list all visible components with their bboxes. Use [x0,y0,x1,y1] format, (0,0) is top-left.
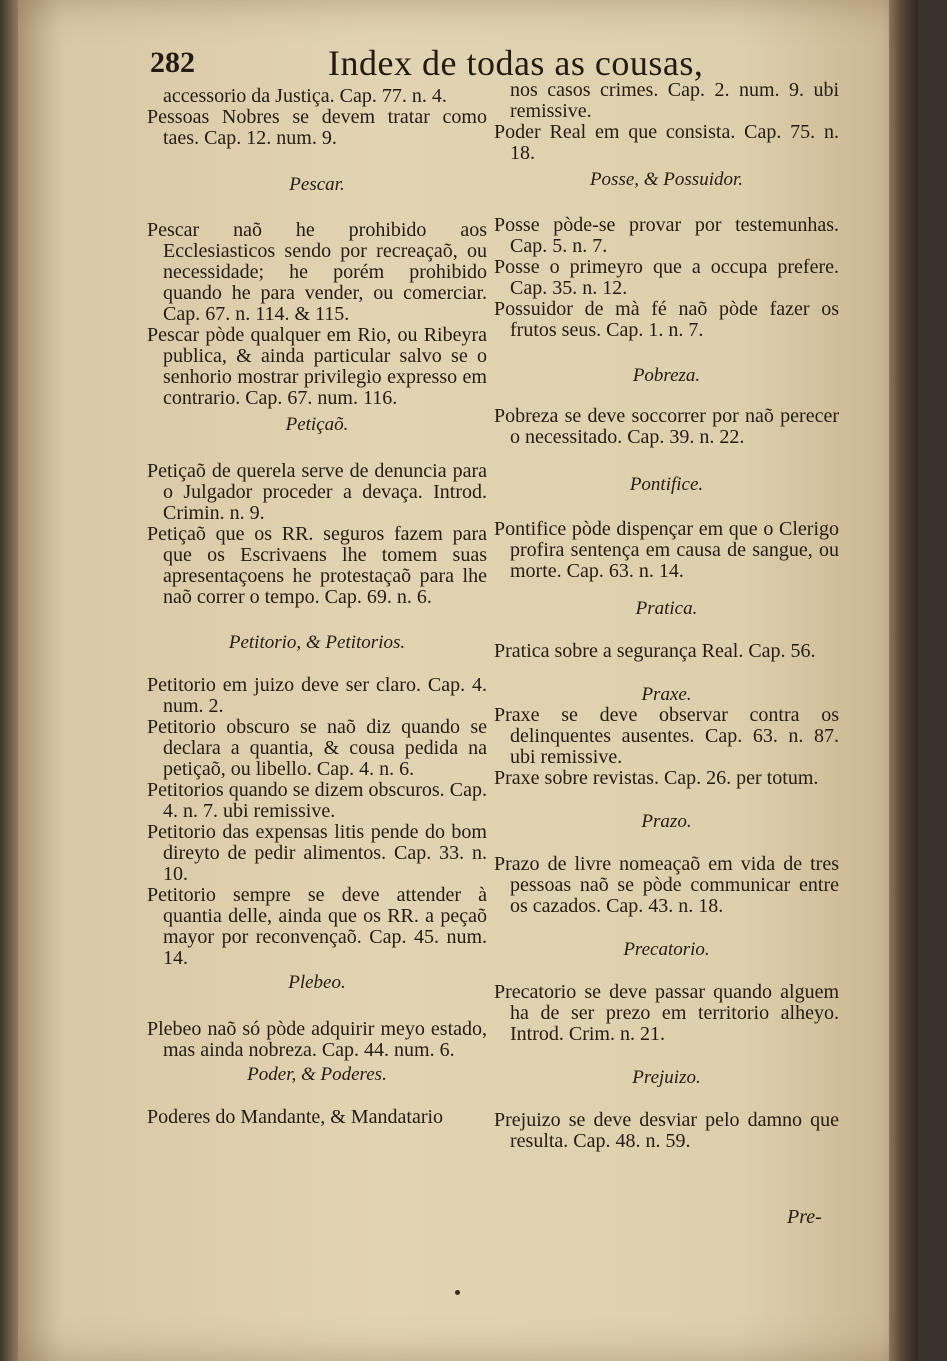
index-entry: Prejuizo se deve desviar pelo damno que resulta. Cap. 48. n. 59. [494,1109,839,1152]
index-entry: Prazo de livre nomeaçaõ em vida de tres pessoas naõ se pòde communicar entre os cazados. Cap. 43. n. 18. [494,853,839,917]
index-entry: Praxe sobre revistas. Cap. 26. per totum. [494,767,819,789]
index-entry: Petitorios quando se dizem obscuros. Cap. 4. n. 7. ubi remissive. [147,779,487,822]
left-column [147,86,487,1128]
index-entry: Pontifice pòde dispençar em que o Clerigo profira sentença em causa de sangue, ou morte. Cap. 63. n. 14. [494,518,839,582]
index-entry: Poderes do Mandante, & Mandatario [147,1106,444,1128]
page-number: 282 [150,46,195,79]
section-heading-prejuizo: Prejuizo. [632,1067,701,1088]
index-entry: Poder Real em que consista. Cap. 75. n. 18. [494,121,839,164]
section-heading-petitorio: Petitorio, & Petitorios. [228,632,406,653]
section-heading-peticao: Petiçaõ. [285,414,349,435]
index-entry: Petitorio obscuro se naõ diz quando se declara a quantia, & cousa pedida na petiçaõ, ou libello. Cap. 4. n. 6. [147,716,487,780]
index-entry: Pescar pòde qualquer em Rio, ou Ribeyra publica, & ainda particular salvo se o senhorio mostrar privilegio expresso em contrario. Cap. 67. num. 116. [147,324,487,409]
index-entry: accessorio da Justiça. Cap. 77. n. 4. [163,85,447,107]
running-title: Index de todas as cousas, [328,43,704,83]
index-entry: Petiçaõ de querela serve de denuncia para o Julgador proceder a devaça. Introd. Crimin. n. 9. [147,460,487,524]
index-entry: Petitorio das expensas litis pende do bom direyto de pedir alimentos. Cap. 33. n. 10. [147,821,487,885]
index-entry: Pratica sobre a segurança Real. Cap. 56. [494,640,816,662]
index-entry: Plebeo naõ só pòde adquirir meyo estado, mas ainda nobreza. Cap. 44. num. 6. [147,1018,487,1061]
index-entry: Possuidor de mà fé naõ pòde fazer os frutos seus. Cap. 1. n. 7. [494,298,839,341]
section-heading-plebeo: Plebeo. [288,972,346,993]
index-entry: Petiçaõ que os RR. seguros fazem para que os Escrivaens lhe tomem suas apresentaçoens he protestaçaõ para lhe naõ correr o tempo. Cap. 69. n. 6. [147,523,487,608]
section-heading-poder: Poder, & Poderes. [247,1064,387,1085]
section-heading-pobreza: Pobreza. [632,365,701,386]
index-entry: Posse pòde-se provar por testemunhas. Cap. 5. n. 7. [494,214,839,257]
section-heading-prazo: Prazo. [641,811,692,832]
page-edge [889,0,918,1361]
catchword: Pre- [787,1206,822,1228]
section-heading-precatorio: Precatorio. [623,939,710,960]
index-entry: Pessoas Nobres se devem tratar como taes. Cap. 12. num. 9. [147,106,487,149]
ink-dot [455,1290,460,1295]
section-heading-praxe: Praxe. [641,684,692,705]
index-entry: Precatorio se deve passar quando alguem ha de ser prezo em territorio alheyo. Introd. Crim. n. 21. [494,981,839,1045]
book-binding [0,0,18,1361]
index-entry: Petitorio em juizo deve ser claro. Cap. 4. num. 2. [147,674,487,717]
right-column [494,80,839,1152]
index-entry: Praxe se deve observar contra os delinquentes ausentes. Cap. 63. n. 87. ubi remissive. [494,704,839,768]
section-heading-pratica: Pratica. [635,598,698,619]
index-entry: Pobreza se deve soccorrer por naõ perecer o necessitado. Cap. 39. n. 22. [494,405,839,448]
index-entry: Posse o primeyro que a occupa prefere. Cap. 35. n. 12. [494,256,839,299]
section-heading-pescar: Pescar. [289,174,345,195]
index-entry: nos casos crimes. Cap. 2. num. 9. ubi remissive. [510,79,839,122]
section-heading-posse: Posse, & Possuidor. [589,169,744,190]
index-entry: Pescar naõ he prohibido aos Ecclesiasticos sendo por recreaçaõ, ou necessidade; he porém prohibido quando he para vender, ou comerciar. Cap. 67. n. 114. & 115. [147,219,487,325]
section-heading-pontifice: Pontifice. [629,474,704,495]
index-entry: Petitorio sempre se deve attender à quantia delle, ainda que os RR. a peçaõ mayor por reconvençaõ. Cap. 45. num. 14. [147,884,487,969]
